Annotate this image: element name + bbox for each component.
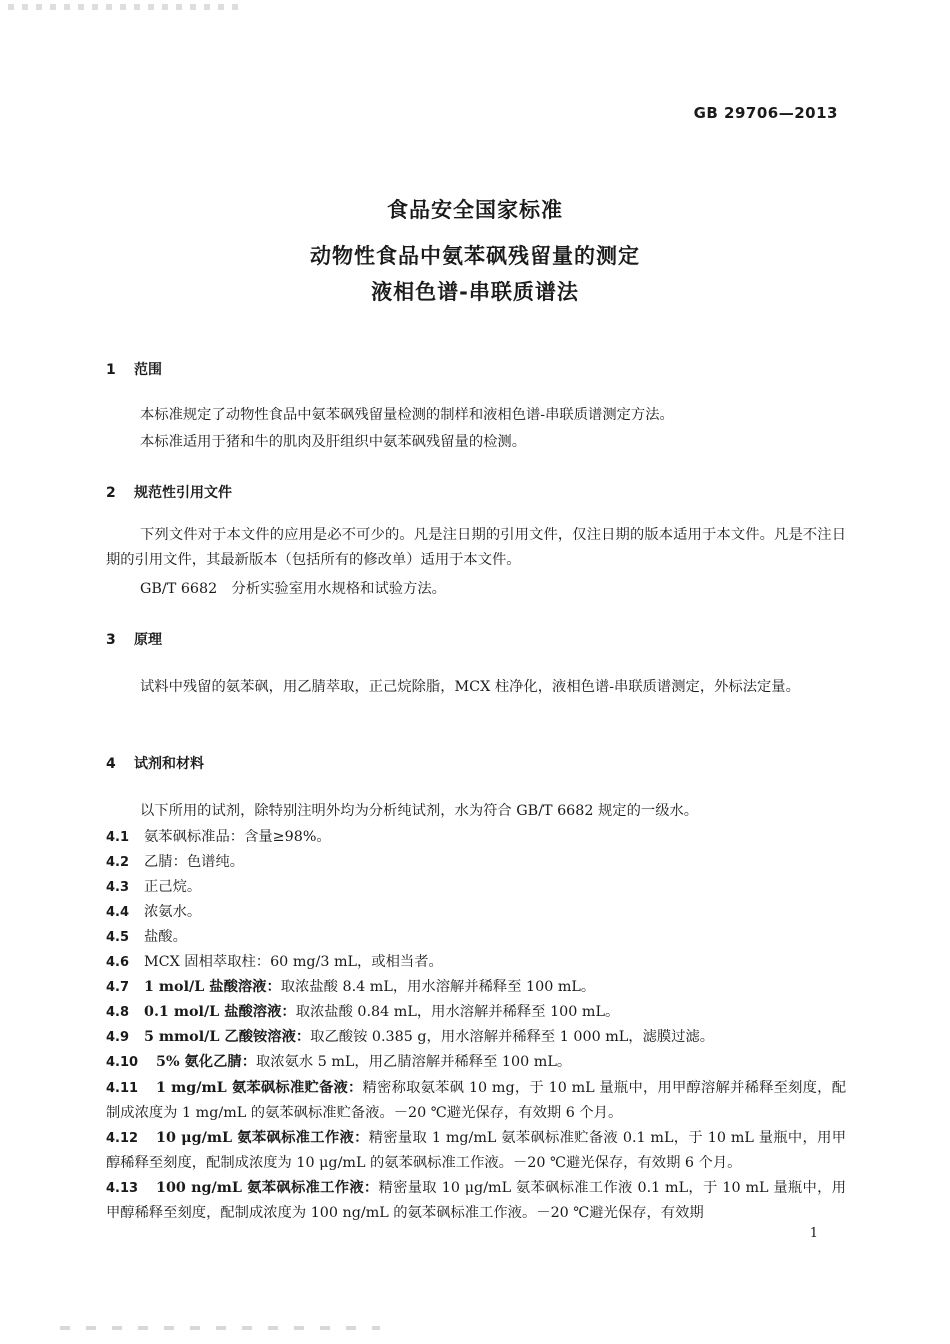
section-1-para-1: 本标准规定了动物性食品中氨苯砜残留量检测的制样和液相色谱-串联质谱测定方法。 xyxy=(140,407,674,423)
scan-artifact-bottom xyxy=(60,1326,380,1330)
item-label: 1 mg/mL 氨苯砜标准贮备液： xyxy=(156,1080,363,1096)
section-4-heading xyxy=(106,753,204,773)
section-number: 1 xyxy=(106,362,116,378)
item-number: 4.4 xyxy=(106,905,130,920)
list-item xyxy=(106,926,187,946)
page-number: 1 xyxy=(809,1226,818,1241)
section-title: 规范性引用文件 xyxy=(134,485,232,501)
title-line-2: 动物性食品中氨苯砜残留量的测定 xyxy=(310,244,640,268)
list-item-long xyxy=(106,1176,846,1226)
item-text: 取浓盐酸 0.84 mL，用水溶解并稀释至 100 mL。 xyxy=(295,1004,620,1020)
list-item xyxy=(106,876,201,896)
item-number: 4.9 xyxy=(106,1030,130,1045)
section-2-heading xyxy=(106,482,232,502)
section-title: 试剂和材料 xyxy=(134,756,204,772)
item-text: 盐酸。 xyxy=(144,929,187,945)
list-item xyxy=(106,976,595,996)
title-line-3: 液相色谱-串联质谱法 xyxy=(371,280,579,304)
item-label: 100 ng/mL 氨苯砜标准工作液： xyxy=(156,1180,379,1196)
item-text: 取浓氨水 5 mL，用乙腈溶解并稀释至 100 mL。 xyxy=(256,1054,572,1070)
item-label: 10 μg/mL 氨苯砜标准工作液： xyxy=(156,1130,369,1146)
section-number: 2 xyxy=(106,485,116,501)
list-item xyxy=(106,901,201,921)
item-number: 4.12 xyxy=(106,1131,139,1146)
section-3-heading xyxy=(106,629,162,649)
item-text: 取乙酸铵 0.385 g，用水溶解并稀释至 1 000 mL，滤膜过滤。 xyxy=(310,1029,715,1045)
item-text: 取浓盐酸 8.4 mL，用水溶解并稀释至 100 mL。 xyxy=(280,979,596,995)
item-number: 4.2 xyxy=(106,855,130,870)
list-item-long xyxy=(106,1076,846,1126)
item-number: 4.10 xyxy=(106,1055,139,1070)
item-text: MCX 固相萃取柱：60 mg/3 mL，或相当者。 xyxy=(144,954,443,970)
standard-code: GB 29706—2013 xyxy=(693,104,838,122)
section-3-para-1: 试料中残留的氨苯砜，用乙腈萃取，正己烷除脂，MCX 柱净化，液相色谱-串联质谱测定，外标法定量。 xyxy=(140,679,800,695)
item-number: 4.6 xyxy=(106,955,130,970)
list-item xyxy=(106,951,443,971)
item-text: 氨苯砜标准品：含量≥98%。 xyxy=(144,829,331,845)
section-2-para-2: GB/T 6682 分析实验室用水规格和试验方法。 xyxy=(140,581,446,597)
section-1-heading xyxy=(106,359,162,379)
section-number: 3 xyxy=(106,632,116,648)
item-label: 5% 氨化乙腈： xyxy=(156,1054,256,1070)
section-number: 4 xyxy=(106,756,116,772)
item-number: 4.8 xyxy=(106,1005,130,1020)
item-number: 4.3 xyxy=(106,880,130,895)
list-item xyxy=(106,851,244,871)
item-text: 精密量取 10 μg/mL 氨苯砜标准工作液 0.1 mL，于 10 mL 量瓶中，用甲醇稀释至刻度，配制成浓度为 100 ng/mL 的氨苯砜标准工作液。－20 ℃避光保存，有效期 xyxy=(106,1180,847,1221)
section-2-para-1: 下列文件对于本文件的应用是必不可少的。凡是注日期的引用文件，仅注日期的版本适用于本文件。凡是不注日期的引用文件，其最新版本（包括所有的修改单）适用于本文件。 xyxy=(106,527,846,568)
item-number: 4.7 xyxy=(106,980,130,995)
section-1-para-2: 本标准适用于猪和牛的肌肉及肝组织中氨苯砜残留量的检测。 xyxy=(140,434,527,450)
item-text: 精密量取 1 mg/mL 氨苯砜标准贮备液 0.1 mL，于 10 mL 量瓶中，用甲醇稀释至刻度，配制成浓度为 10 μg/mL 的氨苯砜标准工作液。－20 ℃避光保存，有效期 6 个月。 xyxy=(106,1130,847,1171)
list-item xyxy=(106,826,331,846)
list-item-long xyxy=(106,1126,846,1176)
item-number: 4.1 xyxy=(106,830,130,845)
item-label: 5 mmol/L 乙酸铵溶液： xyxy=(144,1029,311,1045)
list-item xyxy=(106,1001,619,1021)
section-4-intro: 以下所用的试剂，除特别注明外均为分析纯试剂，水为符合 GB/T 6682 规定的一级水。 xyxy=(140,803,699,819)
section-title: 范围 xyxy=(134,362,162,378)
item-text: 正己烷。 xyxy=(144,879,202,895)
item-number: 4.5 xyxy=(106,930,130,945)
item-label: 1 mol/L 盐酸溶液： xyxy=(144,979,281,995)
item-number: 4.11 xyxy=(106,1081,139,1096)
item-text: 精密称取氨苯砜 10 mg，于 10 mL 量瓶中，用甲醇溶解并稀释至刻度，配制成浓度为 1 mg/mL 的氨苯砜标准贮备液。－20 ℃避光保存，有效期 6 个月。 xyxy=(106,1080,846,1121)
item-text: 浓氨水。 xyxy=(144,904,202,920)
scan-artifact-top xyxy=(8,4,238,10)
item-text: 乙腈：色谱纯。 xyxy=(144,854,245,870)
list-item xyxy=(106,1051,571,1071)
item-label: 0.1 mol/L 盐酸溶液： xyxy=(144,1004,296,1020)
list-item xyxy=(106,1026,714,1046)
section-title: 原理 xyxy=(134,632,162,648)
item-number: 4.13 xyxy=(106,1181,139,1196)
title-line-1: 食品安全国家标准 xyxy=(387,198,563,222)
